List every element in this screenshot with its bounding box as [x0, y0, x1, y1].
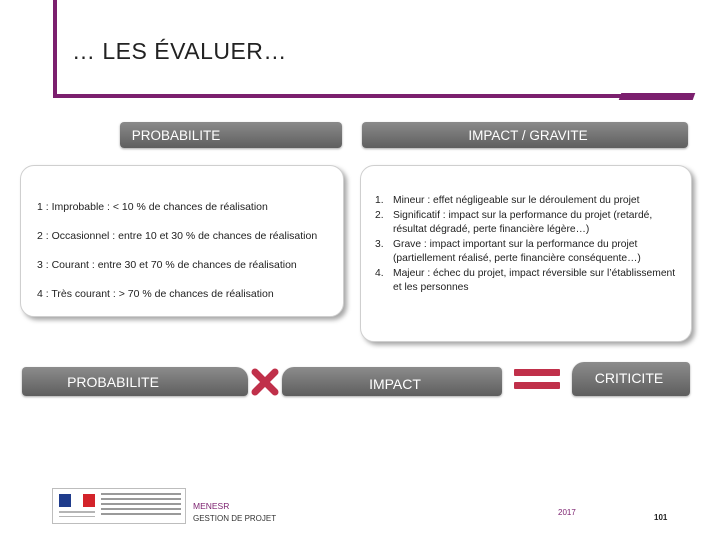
equation-probabilite-label: PROBABILITE: [67, 373, 159, 390]
header-probabilite: [120, 122, 342, 148]
footer-org: MENESR: [193, 501, 230, 511]
logo-text-lines: [101, 493, 181, 518]
equals-icon: [514, 369, 560, 391]
list-item: [375, 238, 685, 267]
impact-list: [375, 194, 685, 296]
list-item: 3 : Courant : entre 30 et 70 % de chances de réalisation: [37, 259, 297, 271]
impact-box: [360, 165, 692, 342]
list-item-number: 2.: [375, 209, 384, 221]
list-item: [375, 209, 685, 238]
equation-criticite: [572, 362, 690, 396]
probability-box: [20, 165, 344, 317]
footer-year: 2017: [558, 508, 576, 517]
equals-bar-bottom: [514, 382, 560, 389]
equation-criticite-label: CRITICITE: [594, 370, 664, 386]
times-icon: [250, 368, 280, 396]
list-item: [375, 194, 685, 209]
equation-probabilite: [22, 367, 248, 396]
header-impact-gravite: [362, 122, 688, 148]
page-number: 101: [654, 513, 668, 522]
list-item: 1 : Improbable : < 10 % de chances de réalisation: [37, 201, 268, 213]
list-item: 2 : Occasionnel : entre 10 et 30 % de chances de réalisation: [37, 230, 318, 242]
equation-impact: [282, 367, 502, 396]
equation-impact-label: IMPACT: [369, 375, 421, 392]
list-item-text: Significatif : impact sur la performance du projet (retardé, résultat dégradé, perte financière légère…): [393, 209, 653, 235]
list-item-text: Grave : impact important sur la performance du projet (partiellement réalisé, perte financière conséquente…): [393, 238, 641, 264]
list-item-number: 4.: [375, 267, 384, 279]
list-item-text: Majeur : échec du projet, impact réversible sur l’établissement et les personnes: [393, 267, 676, 293]
flag-icon: [59, 494, 95, 507]
list-item: [375, 267, 685, 296]
list-item: 4 : Très courant : > 70 % de chances de réalisation: [37, 288, 274, 300]
list-item-text: Mineur : effet négligeable sur le déroulement du projet: [393, 195, 640, 206]
equals-bar-top: [514, 369, 560, 376]
logo-motto-lines: [59, 511, 95, 520]
header-impact-label: IMPACT / GRAVITE: [468, 127, 588, 143]
page-title: … LES ÉVALUER…: [72, 38, 287, 64]
list-item-number: 3.: [375, 238, 384, 250]
ministry-logo: [52, 488, 186, 524]
title-accent-bar: [619, 93, 696, 100]
list-item-number: 1.: [375, 195, 384, 206]
probability-list: [37, 201, 317, 317]
footer-subtitle: GESTION DE PROJET: [193, 514, 277, 523]
header-probabilite-label: PROBABILITE: [131, 127, 221, 143]
